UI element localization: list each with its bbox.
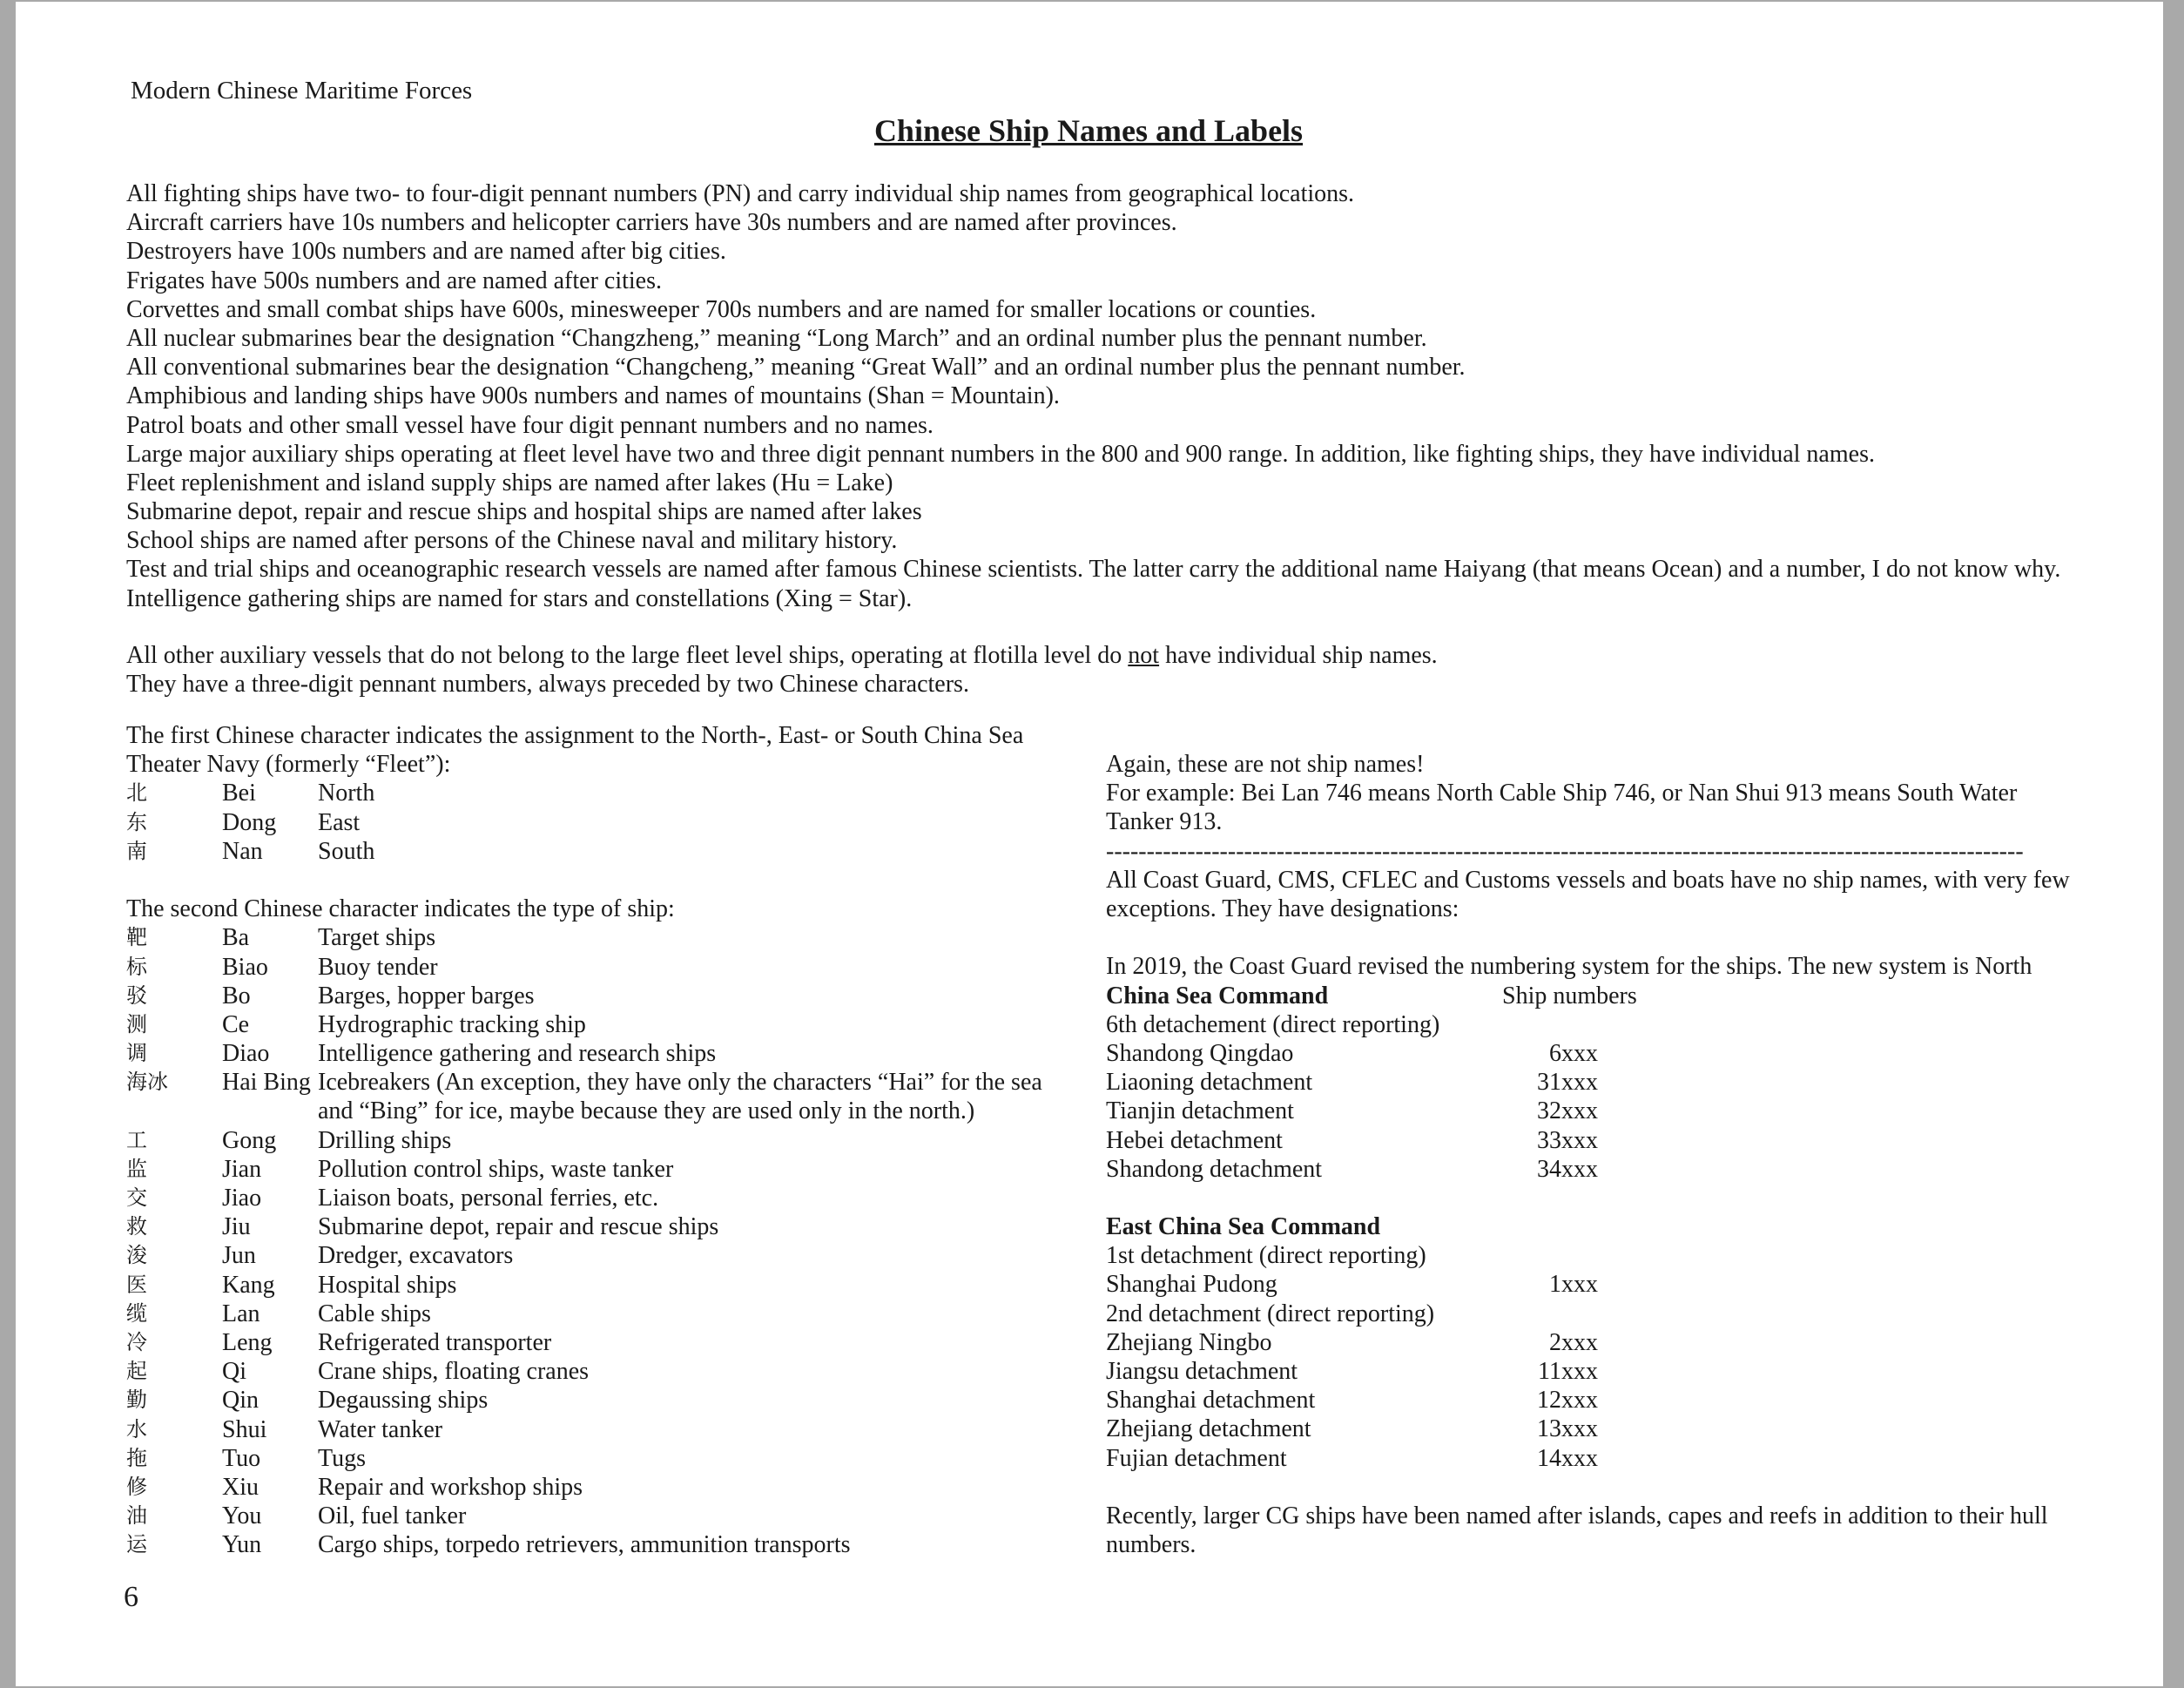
detachment-name: Tianjin detachment [1106, 1097, 1294, 1125]
meaning: Target ships [318, 924, 436, 952]
coast-guard-note: All Coast Guard, CMS, CFLEC and Customs vessels and boats have no ship names, with very few exceptions. They have designations: [1106, 866, 2070, 922]
chinese-character: 医 [126, 1272, 147, 1297]
pinyin: Jian [222, 1155, 262, 1183]
detachment-name: Zhejiang Ningbo [1106, 1328, 1272, 1356]
chinese-character: 工 [126, 1127, 147, 1152]
ship-number-range: 33xxx [1537, 1126, 1598, 1154]
pinyin: Yun [222, 1531, 262, 1559]
second-char-intro: The second Chinese character indicates the type of ship: [126, 895, 675, 923]
first-char-table [126, 779, 1067, 866]
detachment-row [1106, 1068, 2073, 1097]
char-row [126, 808, 1067, 837]
meaning: Tugs [318, 1444, 367, 1472]
char-row [126, 1444, 1067, 1473]
example-note: For example: Bei Lan 746 means North Cable Ship 746, or Nan Shui 913 means South Water Tanker 913. [1106, 780, 2018, 836]
chinese-character: 北 [126, 780, 147, 806]
north-command-header-row [1106, 982, 2073, 1010]
intro-line: Corvettes and small combat ships have 600s, minesweeper 700s numbers and are named for smaller locations or counties. [126, 295, 1317, 323]
detachment-row [1106, 1444, 2073, 1473]
ship-number-range: 1xxx [1549, 1271, 1598, 1299]
east-command-header: East China Sea Command [1106, 1213, 1381, 1241]
pinyin: Ba [222, 924, 250, 952]
char-row [126, 953, 1067, 982]
chinese-character: 交 [126, 1185, 147, 1211]
detachment-row [1106, 1300, 2073, 1328]
meaning: Pollution control ships, waste tanker [318, 1155, 674, 1183]
recently-note: Recently, larger CG ships have been named after islands, capes and reefs in addition to their hull numbers. [1106, 1502, 2048, 1559]
ship-number-range: 14xxx [1537, 1444, 1598, 1472]
detachment-name: Fujian detachment [1106, 1444, 1287, 1472]
chinese-character: 调 [126, 1041, 147, 1066]
intro-line: Amphibious and landing ships have 900s numbers and names of mountains (Shan = Mountain). [126, 382, 1060, 410]
pinyin: Hai Bing [222, 1069, 311, 1097]
meaning: Barges, hopper barges [318, 982, 535, 1009]
meaning: Icebreakers (An exception, they have only the characters “Hai” for the sea and “Bing” for ice, maybe because they are used only in the north.) [318, 1069, 1042, 1125]
chinese-character: 运 [126, 1532, 147, 1557]
ship-number-range: 32xxx [1537, 1097, 1598, 1125]
pinyin: Xiu [222, 1473, 259, 1501]
meaning: Cable ships [318, 1300, 431, 1327]
pinyin: Biao [222, 953, 268, 981]
chinese-character: 缆 [126, 1300, 147, 1326]
detachment-row [1106, 1270, 2073, 1299]
chinese-character: 浚 [126, 1243, 147, 1268]
char-row [126, 1068, 1067, 1125]
intro-line: Intelligence gathering ships are named for stars and constellations (Xing = Star). [126, 584, 913, 612]
pinyin: Qi [222, 1358, 246, 1386]
char-row [126, 1039, 1067, 1068]
meaning: Water tanker [318, 1415, 443, 1443]
detachment-name: 6th detachement (direct reporting) [1106, 1010, 1440, 1038]
detachment-name: 2nd detachment (direct reporting) [1106, 1300, 1435, 1327]
first-char-intro: Theater Navy (formerly “Fleet”): [126, 751, 451, 779]
pinyin: Kang [222, 1271, 275, 1299]
chinese-character: 拖 [126, 1445, 147, 1470]
meaning: Drilling ships [318, 1126, 452, 1154]
detachment-row [1106, 1010, 2073, 1039]
meaning: Dredger, excavators [318, 1242, 514, 1270]
pinyin: Bei [222, 780, 256, 807]
detachment-name: Zhejiang detachment [1106, 1415, 1311, 1443]
intro-line: Patrol boats and other small vessel have four digit pennant numbers and no names. [126, 411, 934, 439]
auxiliary-line [126, 641, 1438, 670]
detachment-row [1106, 1126, 2073, 1155]
pinyin: Jiao [222, 1185, 262, 1212]
auxiliary-line: They have a three-digit pennant numbers, always preceded by two Chinese characters. [126, 671, 969, 699]
chinese-character: 起 [126, 1359, 147, 1384]
char-row [126, 1300, 1067, 1328]
pinyin: Lan [222, 1300, 260, 1327]
pinyin: You [222, 1502, 262, 1530]
chinese-character: 海冰 [126, 1070, 168, 1095]
detachment-name: 1st detachment (direct reporting) [1106, 1242, 1426, 1270]
pinyin: Bo [222, 982, 251, 1009]
detachment-name: Shanghai detachment [1106, 1387, 1316, 1415]
ship-number-range [1502, 1241, 1598, 1270]
separator-line: ----------------------------------------------------------------------------------------------------------------- [1106, 837, 2024, 865]
meaning: Oil, fuel tanker [318, 1502, 467, 1530]
char-row [126, 1241, 1067, 1270]
character-tables [126, 721, 1067, 1559]
chinese-character: 东 [126, 809, 147, 834]
detachment-name: Shanghai Pudong [1106, 1271, 1277, 1299]
right-column [1106, 750, 2073, 1559]
pinyin: Jiu [222, 1213, 251, 1241]
meaning: Liaison boats, personal ferries, etc. [318, 1185, 659, 1212]
char-row [126, 837, 1067, 866]
char-row [126, 1271, 1067, 1300]
char-row [126, 1328, 1067, 1357]
pinyin: Dong [222, 808, 277, 836]
ship-number-range: 34xxx [1537, 1155, 1598, 1183]
detachment-row [1106, 1328, 2073, 1357]
spacer [126, 866, 1067, 895]
spacer [1106, 923, 2073, 952]
meaning: Refrigerated transporter [318, 1328, 552, 1356]
auxiliary-text: have individual ship names. [1159, 642, 1438, 669]
pinyin: Qin [222, 1387, 259, 1415]
detachment-name: Liaoning detachment [1106, 1069, 1313, 1097]
chinese-character: 水 [126, 1416, 147, 1442]
pinyin: Ce [222, 1010, 250, 1038]
meaning: Hydrographic tracking ship [318, 1010, 586, 1038]
chinese-character: 驳 [126, 982, 147, 1008]
ship-number-range: 11xxx [1538, 1358, 1598, 1385]
chinese-character: 标 [126, 954, 147, 979]
pinyin: Jun [222, 1242, 256, 1270]
pinyin: Leng [222, 1328, 273, 1356]
chinese-character: 勤 [126, 1388, 147, 1413]
intro-line: Frigates have 500s numbers and are named after cities. [126, 267, 663, 294]
chinese-character: 修 [126, 1474, 147, 1499]
auxiliary-paragraph [126, 641, 1438, 699]
ship-number-range: 13xxx [1537, 1415, 1598, 1443]
ship-number-range [1502, 1010, 1598, 1039]
pinyin: Diao [222, 1040, 270, 1068]
meaning: Intelligence gathering and research ships [318, 1040, 717, 1068]
char-row [126, 1530, 1067, 1559]
detachment-row [1106, 1097, 2073, 1125]
spacer [1106, 1473, 2073, 1502]
running-header: Modern Chinese Maritime Forces [131, 77, 473, 105]
char-row [126, 1126, 1067, 1155]
intro-line: School ships are named after persons of the Chinese naval and military history. [126, 527, 898, 555]
north-command-header: China Sea Command [1106, 982, 1329, 1009]
intro-line: Submarine depot, repair and rescue ships and hospital ships are named after lakes [126, 498, 922, 526]
detachment-row [1106, 1357, 2073, 1386]
char-row [126, 1212, 1067, 1241]
ship-number-range: 6xxx [1549, 1039, 1598, 1067]
intro-line: Large major auxiliary ships operating at fleet level have two and three digit pennant numbers in the 800 and 900 range. In addition, like fighting ships, they have individual names. [126, 440, 1875, 468]
underlined-not: not [1128, 642, 1160, 669]
chinese-character: 油 [126, 1503, 147, 1529]
intro-line: Aircraft carriers have 10s numbers and helicopter carriers have 30s numbers and are named after provinces. [126, 209, 1177, 237]
char-row [126, 1502, 1067, 1530]
detachment-name: Shandong Qingdao [1106, 1039, 1294, 1067]
detachment-row [1106, 1415, 2073, 1443]
char-row [126, 1386, 1067, 1415]
char-row [126, 1155, 1067, 1184]
meaning: Repair and workshop ships [318, 1473, 583, 1501]
detachment-row [1106, 1155, 2073, 1184]
meaning: East [318, 808, 361, 836]
char-row [126, 1415, 1067, 1444]
meaning: Degaussing ships [318, 1387, 489, 1415]
spacer [1106, 1184, 2073, 1212]
chinese-character: 监 [126, 1156, 147, 1181]
page-number: 6 [124, 1581, 138, 1613]
second-char-table [126, 923, 1067, 1559]
pinyin: Tuo [222, 1444, 261, 1472]
meaning: Submarine depot, repair and rescue ships [318, 1213, 719, 1241]
chinese-character: 救 [126, 1214, 147, 1239]
page-title: Chinese Ship Names and Labels [873, 113, 1304, 148]
char-row [126, 779, 1067, 807]
char-row [126, 923, 1067, 952]
pinyin: Gong [222, 1126, 277, 1154]
pinyin: Nan [222, 837, 263, 865]
char-row [126, 1357, 1067, 1386]
first-char-intro: The first Chinese character indicates the assignment to the North-, East- or South China Sea [126, 722, 1024, 749]
chinese-character: 测 [126, 1011, 147, 1036]
intro-line: All nuclear submarines bear the designation “Changzheng,” meaning “Long March” and an ordinal number plus the pennant number. [126, 324, 1427, 352]
detachment-name: Hebei detachment [1106, 1126, 1283, 1154]
revised-note: In 2019, the Coast Guard revised the numbering system for the ships. The new system is North [1106, 953, 2032, 981]
detachment-row [1106, 1386, 2073, 1415]
char-row [126, 1473, 1067, 1502]
detachment-row [1106, 1039, 2073, 1068]
meaning: North [318, 780, 375, 807]
chinese-character: 冷 [126, 1329, 147, 1354]
ship-number-range: 12xxx [1537, 1387, 1598, 1415]
intro-line: Fleet replenishment and island supply ships are named after lakes (Hu = Lake) [126, 469, 893, 496]
auxiliary-text: All other auxiliary vessels that do not belong to the large fleet level ships, operating at flotilla level do [126, 642, 1129, 669]
intro-line: All conventional submarines bear the designation “Changcheng,” meaning “Great Wall” and an ordinal number plus the pennant number. [126, 354, 1466, 381]
ship-number-range: 31xxx [1537, 1069, 1598, 1097]
intro-line: Test and trial ships and oceanographic research vessels are named after famous Chinese scientists. The latter carry the additional name Haiyang (that means Ocean) and a number, I do not know why. [126, 556, 2061, 584]
intro-paragraph [126, 179, 2060, 613]
meaning: Hospital ships [318, 1271, 457, 1299]
meaning: Cargo ships, torpedo retrievers, ammunition transports [318, 1531, 851, 1559]
east-command-table [1106, 1241, 2073, 1473]
ship-number-range [1502, 1300, 1598, 1328]
char-row [126, 1010, 1067, 1039]
chinese-character: 南 [126, 838, 147, 863]
meaning: Crane ships, floating cranes [318, 1358, 590, 1386]
intro-line: Destroyers have 100s numbers and are named after big cities. [126, 238, 726, 266]
intro-line: All fighting ships have two- to four-digit pennant numbers (PN) and carry individual ship names from geographical locations. [126, 180, 1355, 207]
ship-number-range: 2xxx [1549, 1328, 1598, 1356]
detachment-name: Shandong detachment [1106, 1155, 1323, 1183]
north-command-table [1106, 1010, 2073, 1184]
detachment-name: Jiangsu detachment [1106, 1358, 1298, 1385]
meaning: Buoy tender [318, 953, 438, 981]
detachment-row [1106, 1241, 2073, 1270]
ship-numbers-header: Ship numbers [1502, 982, 1637, 1009]
again-note: Again, these are not ship names! [1106, 751, 1425, 778]
char-row [126, 982, 1067, 1010]
chinese-character: 靶 [126, 925, 147, 950]
meaning: South [318, 837, 375, 865]
char-row [126, 1184, 1067, 1212]
pinyin: Shui [222, 1415, 267, 1443]
